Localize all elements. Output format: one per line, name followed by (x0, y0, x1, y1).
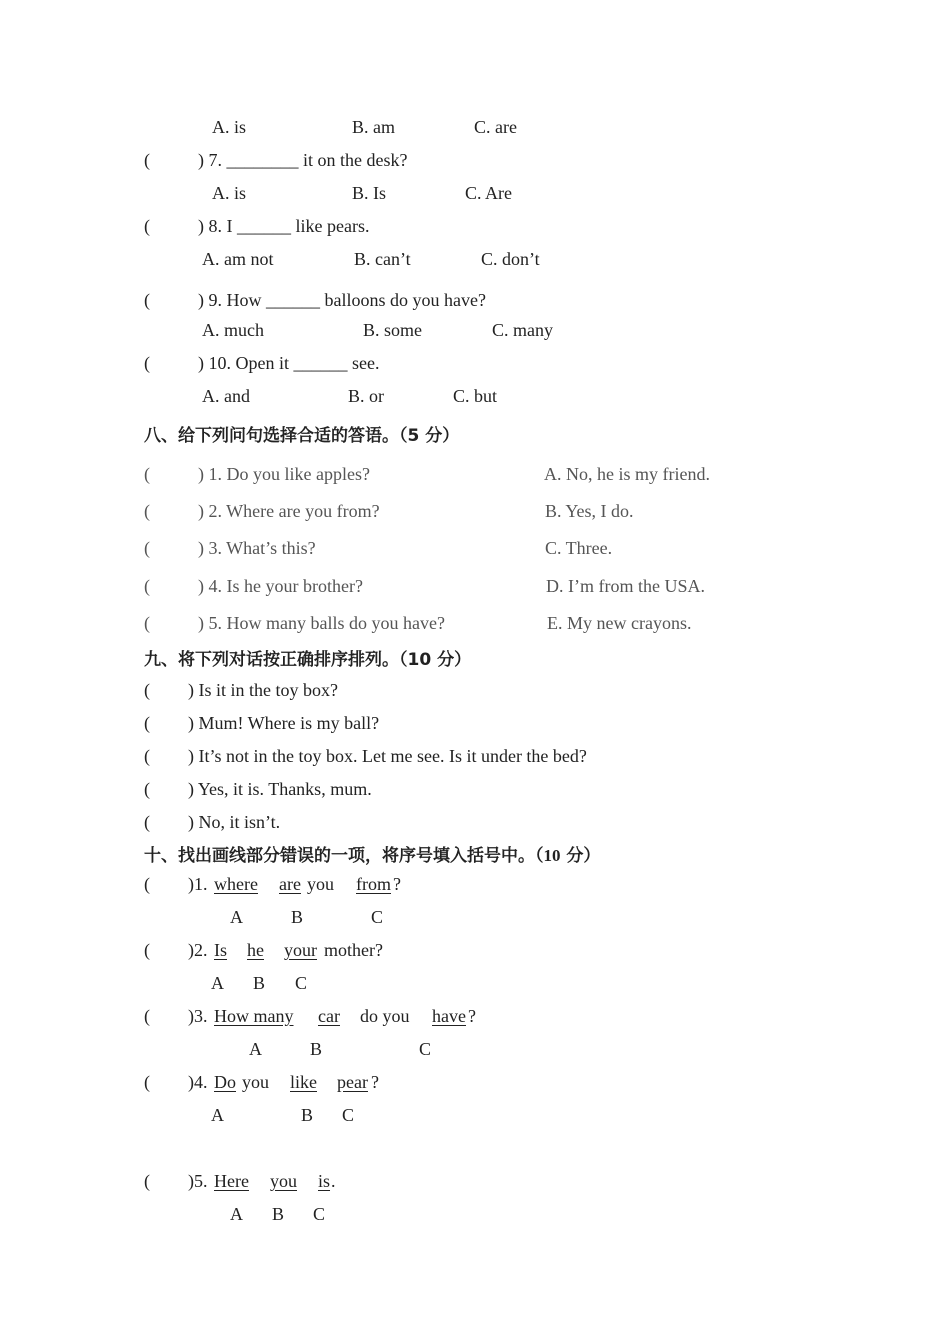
s10-q3-label-a: A (249, 1039, 262, 1059)
s10-q5-paren: ( (144, 1171, 150, 1191)
s10-q4-label-b: B (301, 1105, 314, 1125)
q9-text: ) 9. How ______ balloons do you have? (198, 290, 486, 310)
s10-q1-underlined-b: are (279, 874, 301, 894)
s10-q5-label-b: B (272, 1204, 285, 1224)
section10-title-c: 分） (560, 846, 601, 866)
s10-q5-end: . (331, 1171, 336, 1191)
section8-row3-question: ) 3. What’s this? (198, 538, 316, 558)
section8-title: 八、给下列问句选择合适的答语。（5 分） (144, 426, 460, 446)
s10-q2-label-c: C (295, 973, 308, 993)
s10-q1-label-a: A (230, 907, 243, 927)
s10-q2-label-a: A (211, 973, 224, 993)
section9-row2-text: ) Mum! Where is my ball? (188, 713, 380, 733)
s10-q2-underlined-c: your (284, 940, 317, 960)
section9-row4-text: ) Yes, it is. Thanks, mum. (188, 779, 372, 799)
section9-row3-text: ) It’s not in the toy box. Let me see. Is it under the bed? (188, 746, 587, 766)
s10-q4-end: ? (371, 1072, 379, 1092)
q10-paren: ( (144, 353, 150, 373)
section8-row4-question: ) 4. Is he your brother? (198, 576, 363, 596)
section8-row3-paren: ( (144, 538, 150, 558)
s10-q2-label-b: B (253, 973, 266, 993)
s10-q3-paren: ( (144, 1006, 150, 1026)
section9-row2-paren: ( (144, 713, 150, 733)
q7-option-a: A. is (212, 183, 247, 203)
s10-q1-paren: ( (144, 874, 150, 894)
q9-option-a: A. much (202, 320, 264, 340)
s10-q1-underlined-c: from (356, 874, 391, 894)
s10-q3-underlined-a: How many (214, 1006, 294, 1026)
section10-title-a: 十、找出画线部分错误的一项，将序号填入括号中。（ (144, 846, 544, 866)
s10-q4-underlined-a: Do (214, 1072, 236, 1092)
section9-row5-text: ) No, it isn’t. (188, 812, 281, 832)
s10-q3-underlined-c: have (432, 1006, 466, 1026)
s10-q2-number: )2. (188, 940, 208, 960)
q8-option-b: B. can’t (354, 249, 411, 269)
section8-row3-answer: C. Three. (545, 538, 613, 558)
s10-q4-number: )4. (188, 1072, 208, 1092)
s10-q2-end: mother? (324, 940, 383, 960)
s10-q3-number: )3. (188, 1006, 208, 1026)
s10-q5-number: )5. (188, 1171, 208, 1191)
q6-option-c: C. are (474, 117, 517, 137)
q6-option-b: B. am (352, 117, 395, 137)
q7-option-b: B. Is (352, 183, 387, 203)
section8-row2-answer: B. Yes, I do. (545, 501, 634, 521)
s10-q1-label-b: B (291, 907, 304, 927)
section10-title (144, 845, 600, 867)
q10-text: ) 10. Open it ______ see. (198, 353, 380, 373)
s10-q5-underlined-b: you (270, 1171, 297, 1191)
q10-option-a: A. and (202, 386, 250, 406)
s10-q4-label-a: A (211, 1105, 224, 1125)
section8-row4-answer: D. I’m from the USA. (546, 576, 705, 596)
s10-q1-label-c: C (371, 907, 384, 927)
q9-option-c: C. many (492, 320, 553, 340)
s10-q2-underlined-a: Is (214, 940, 227, 960)
s10-q3-plain: do you (360, 1006, 410, 1026)
section8-row5-paren: ( (144, 613, 150, 633)
q8-option-c: C. don’t (481, 249, 540, 269)
s10-q1-end: ? (393, 874, 401, 894)
section10-title-points: 10 (543, 846, 561, 865)
s10-q4-underlined-b: like (290, 1072, 317, 1092)
section9-row4-paren: ( (144, 779, 150, 799)
section8-row2-paren: ( (144, 501, 150, 521)
section9-row5-paren: ( (144, 812, 150, 832)
s10-q3-underlined-b: car (318, 1006, 340, 1026)
section9-row1-text: ) Is it in the toy box? (188, 680, 338, 700)
s10-q5-underlined-c: is (318, 1171, 331, 1191)
s10-q4-label-c: C (342, 1105, 355, 1125)
section8-row2-question: ) 2. Where are you from? (198, 501, 380, 521)
section8-row5-question: ) 5. How many balls do you have? (198, 613, 445, 633)
section8-row1-paren: ( (144, 464, 150, 484)
s10-q1-underlined-a: where (214, 874, 258, 894)
s10-q3-end: ? (468, 1006, 476, 1026)
q9-paren: ( (144, 290, 150, 310)
s10-q3-label-b: B (310, 1039, 323, 1059)
s10-q1-number: )1. (188, 874, 208, 894)
section8-row1-question: ) 1. Do you like apples? (198, 464, 370, 484)
q8-paren: ( (144, 216, 150, 236)
q7-text: ) 7. ________ it on the desk? (198, 150, 408, 170)
q9-option-b: B. some (363, 320, 423, 340)
section9-title: 九、将下列对话按正确排序排列。（10 分） (144, 650, 472, 670)
s10-q5-label-c: C (313, 1204, 326, 1224)
q8-option-a: A. am not (202, 249, 274, 269)
q10-option-c: C. but (453, 386, 498, 406)
section9-row3-paren: ( (144, 746, 150, 766)
section8-row1-answer: A. No, he is my friend. (544, 464, 710, 484)
s10-q1-plain: you (307, 874, 334, 894)
section8-row4-paren: ( (144, 576, 150, 596)
section8-row5-answer: E. My new crayons. (547, 613, 692, 633)
s10-q5-label-a: A (230, 1204, 243, 1224)
s10-q4-underlined-c: pear (337, 1072, 368, 1092)
s10-q4-plain: you (242, 1072, 269, 1092)
q8-text: ) 8. I ______ like pears. (198, 216, 370, 236)
section9-row1-paren: ( (144, 680, 150, 700)
s10-q2-underlined-b: he (247, 940, 264, 960)
q6-option-a: A. is (212, 117, 247, 137)
s10-q2-paren: ( (144, 940, 150, 960)
s10-q3-label-c: C (419, 1039, 432, 1059)
s10-q5-underlined-a: Here (214, 1171, 249, 1191)
q10-option-b: B. or (348, 386, 384, 406)
s10-q4-paren: ( (144, 1072, 150, 1092)
q7-option-c: C. Are (465, 183, 512, 203)
q7-paren: ( (144, 150, 150, 170)
